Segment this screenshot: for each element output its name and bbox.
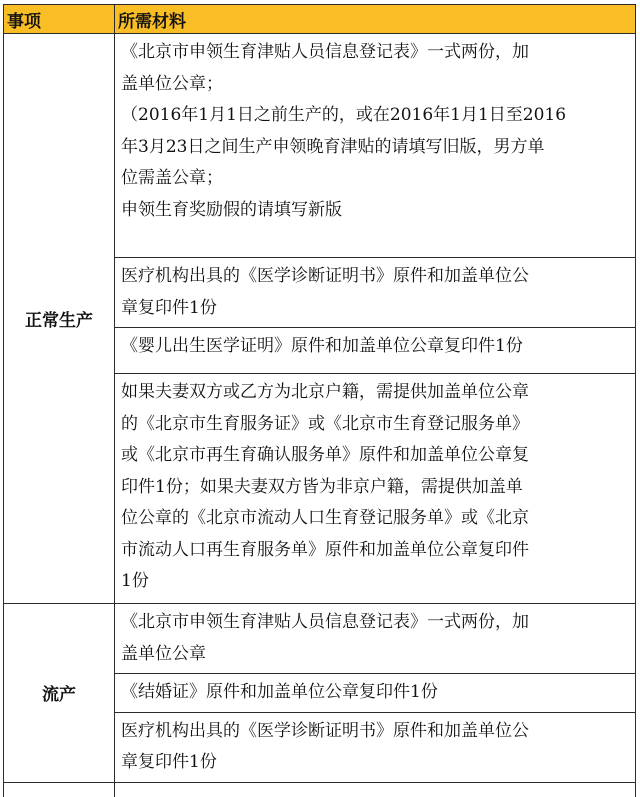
- material-text-line: 《北京市申领生育津贴人员信息登记表》一式两份，加: [121, 42, 529, 62]
- category-cell-empty: [4, 782, 115, 797]
- material-cell: [115, 34, 636, 258]
- material-text-line: 位公章的《北京市流动人口生育登记服务单》或《北京: [121, 508, 529, 528]
- material-text-line: 如果夫妻双方或乙方为北京户籍，需提供加盖单位公章: [121, 382, 529, 402]
- category-cell: 流产: [4, 604, 115, 783]
- table-header-row: [4, 5, 636, 34]
- material-cell-empty: [115, 782, 636, 797]
- material-cell: [115, 674, 636, 713]
- table-body: [4, 34, 636, 797]
- material-text-line: 章复印件1份: [121, 297, 217, 318]
- material-text-line: 年3月23日之间生产申领晚育津贴的请填写旧版，男方单: [121, 136, 545, 157]
- material-text-line: 盖单位公章: [121, 643, 206, 664]
- material-cell: [115, 328, 636, 374]
- header-item: 事项: [4, 5, 115, 34]
- material-text-line: 《婴儿出生医学证明》原件和加盖单位公章复印件1份: [121, 336, 523, 356]
- material-text-line: 位需盖公章；: [121, 168, 223, 188]
- table-row: [4, 604, 636, 674]
- material-text-line: 医疗机构出具的《医学诊断证明书》原件和加盖单位公: [121, 720, 529, 741]
- material-text-line: 的《北京市生育服务证》或《北京市生育登记服务单》: [121, 413, 529, 434]
- material-text-line: 医疗机构出具的《医学诊断证明书》原件和加盖单位公: [121, 266, 529, 286]
- material-text-line: 1份: [121, 571, 149, 591]
- material-text-line: 或《北京市再生育确认服务单》原件和加盖单位公章复: [121, 445, 529, 465]
- material-text-line: 申领生育奖励假的请填写新版: [121, 199, 342, 220]
- material-cell: [115, 604, 636, 674]
- material-text-line: 市流动人口再生育服务单》原件和加盖单位公章复印件: [121, 539, 529, 560]
- material-cell: [115, 712, 636, 782]
- materials-table: [3, 4, 636, 797]
- table-row: [4, 34, 636, 258]
- material-text-line: 《结婚证》原件和加盖单位公章复印件1份: [121, 682, 438, 702]
- category-cell: 正常生产: [4, 34, 115, 604]
- material-cell: [115, 258, 636, 328]
- material-text-line: （2016年1月1日之前生产的，或在2016年1月1日至2016: [121, 105, 567, 125]
- material-text-line: 盖单位公章；: [121, 73, 223, 94]
- material-cell: [115, 374, 636, 604]
- material-text-line: 《北京市申领生育津贴人员信息登记表》一式两份，加: [121, 612, 529, 632]
- table-row: [4, 782, 636, 797]
- material-text-line: 印件1份；如果夫妻双方皆为非京户籍，需提供加盖单: [121, 476, 523, 497]
- header-materials: 所需材料: [115, 5, 636, 34]
- material-text-line: 章复印件1份: [121, 752, 217, 772]
